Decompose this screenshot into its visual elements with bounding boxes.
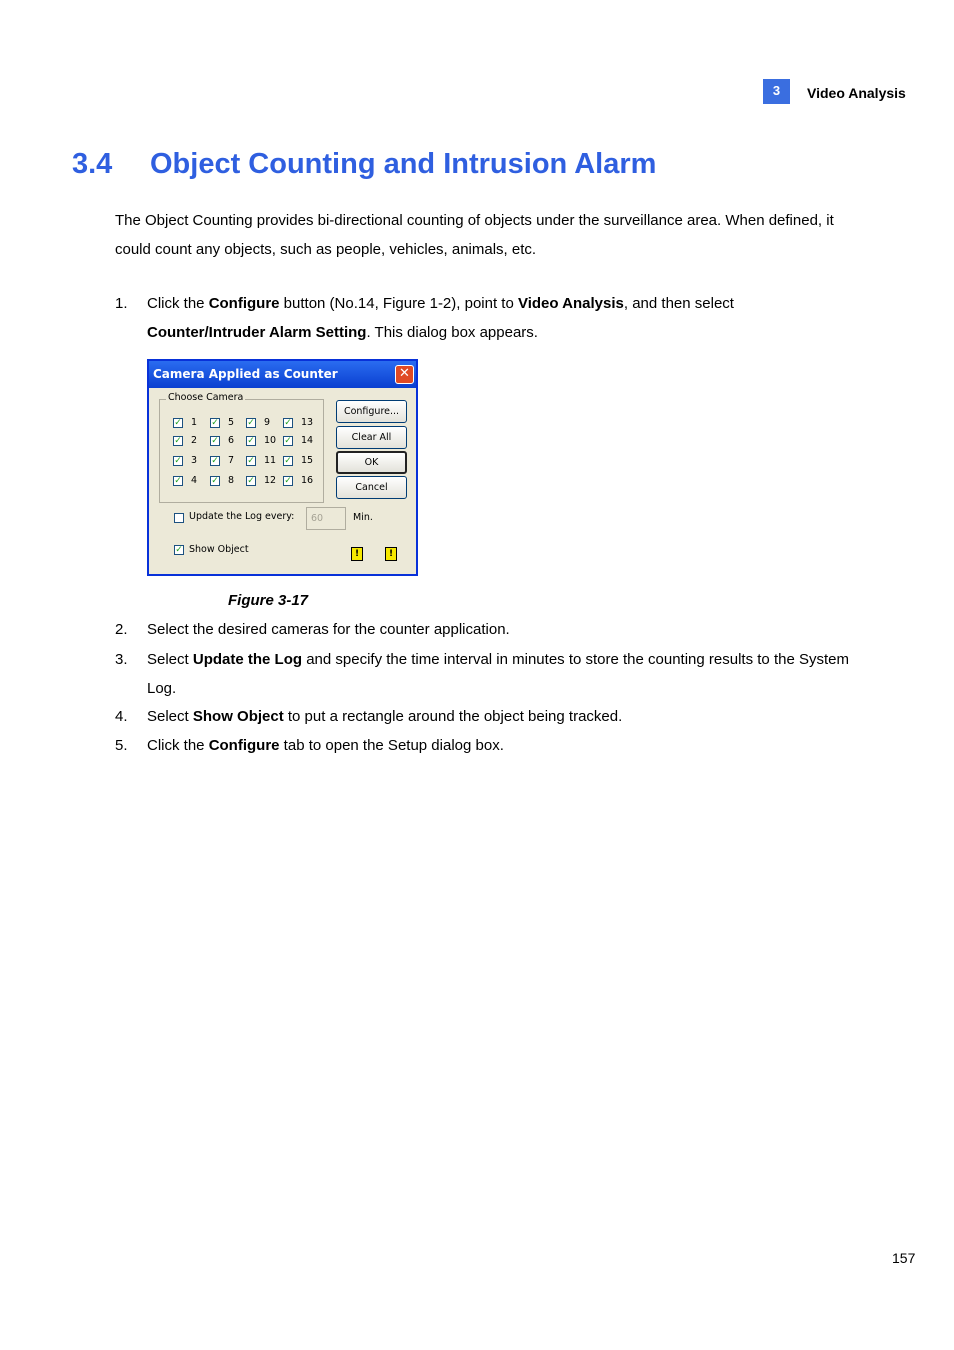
chapter-number-badge: 3 (763, 79, 790, 104)
step-number: 4. (115, 708, 128, 725)
camera-number-label: 8 (228, 475, 235, 486)
cancel-button[interactable]: Cancel (336, 476, 407, 499)
camera-number-label: 15 (301, 455, 314, 466)
warning-icon: ! (385, 547, 397, 561)
camera-checkbox[interactable]: ✓ (284, 456, 292, 466)
camera-checkbox[interactable]: ✓ (211, 476, 219, 486)
camera-checkbox[interactable]: ✓ (174, 436, 182, 446)
camera-checkbox[interactable]: ✓ (211, 418, 219, 428)
camera-checkbox[interactable]: ✓ (247, 456, 255, 466)
choose-camera-label: Choose Camera (168, 392, 244, 403)
page-number: 157 (892, 1250, 916, 1266)
camera-checkbox[interactable]: ✓ (174, 456, 182, 466)
intro-paragraph: The Object Counting provides bi-directional counting of objects under the surveillance area. When defined, it could count any objects, such as people, vehicles, animals, etc. (115, 212, 834, 258)
update-log-interval-input[interactable]: 60 (306, 507, 346, 530)
camera-number-label: 1 (191, 417, 198, 428)
choose-camera-group (159, 399, 324, 503)
camera-checkbox[interactable]: ✓ (284, 418, 292, 428)
clear-all-button[interactable]: Clear All (336, 426, 407, 449)
camera-number-label: 16 (301, 475, 314, 486)
show-object-label: Show Object (189, 544, 249, 555)
camera-checkbox[interactable]: ✓ (247, 436, 255, 446)
camera-checkbox[interactable]: ✓ (247, 418, 255, 428)
camera-number-label: 9 (264, 417, 271, 428)
camera-checkbox[interactable]: ✓ (284, 476, 292, 486)
step-number: 2. (115, 621, 128, 638)
update-log-unit: Min. (353, 512, 373, 523)
close-icon[interactable]: ✕ (395, 365, 414, 384)
section-heading (72, 148, 656, 181)
step-number: 1. (115, 295, 128, 312)
step-text: Click the Configure button (No.14, Figure 1-2), point to Video Analysis, and then select Counter/Intruder Alarm Setting. This dialog box appears. (147, 295, 734, 341)
camera-checkbox[interactable]: ✓ (211, 456, 219, 466)
camera-checkbox[interactable]: ✓ (174, 476, 182, 486)
camera-checkbox[interactable]: ✓ (211, 436, 219, 446)
camera-number-label: 13 (301, 417, 314, 428)
update-log-checkbox[interactable] (174, 513, 184, 523)
camera-number-label: 3 (191, 455, 198, 466)
camera-number-label: 2 (191, 435, 198, 446)
camera-number-label: 12 (264, 475, 277, 486)
camera-checkbox[interactable]: ✓ (174, 418, 182, 428)
warning-icon: ! (351, 547, 363, 561)
camera-number-label: 4 (191, 475, 198, 486)
show-object-checkbox[interactable]: ✓ (175, 545, 183, 555)
step-text: Select Show Object to put a rectangle around the object being tracked. (147, 708, 623, 725)
step-text: Select Update the Log and specify the time interval in minutes to store the counting results to the System Log. (147, 651, 849, 697)
camera-number-label: 5 (228, 417, 235, 428)
update-log-label: Update the Log every: (189, 511, 295, 522)
camera-checkbox[interactable]: ✓ (247, 476, 255, 486)
dialog-title: Camera Applied as Counter (149, 361, 416, 388)
camera-number-label: 6 (228, 435, 235, 446)
step-text: Click the Configure tab to open the Setup dialog box. (147, 737, 504, 754)
step-text: Select the desired cameras for the counter application. (147, 621, 510, 638)
camera-counter-dialog (147, 359, 418, 576)
configure-button[interactable]: Configure... (336, 400, 407, 423)
section-number: 3.4 (72, 148, 113, 180)
section-title: Object Counting and Intrusion Alarm (150, 148, 657, 180)
camera-number-label: 7 (228, 455, 235, 466)
step-number: 3. (115, 651, 128, 668)
camera-number-label: 10 (264, 435, 277, 446)
camera-number-label: 14 (301, 435, 314, 446)
camera-checkbox[interactable]: ✓ (284, 436, 292, 446)
step-number: 5. (115, 737, 128, 754)
figure-caption: Figure 3-17 (228, 592, 309, 609)
ok-button[interactable]: OK (336, 451, 407, 474)
camera-number-label: 11 (264, 455, 277, 466)
chapter-title: Video Analysis (807, 85, 906, 101)
